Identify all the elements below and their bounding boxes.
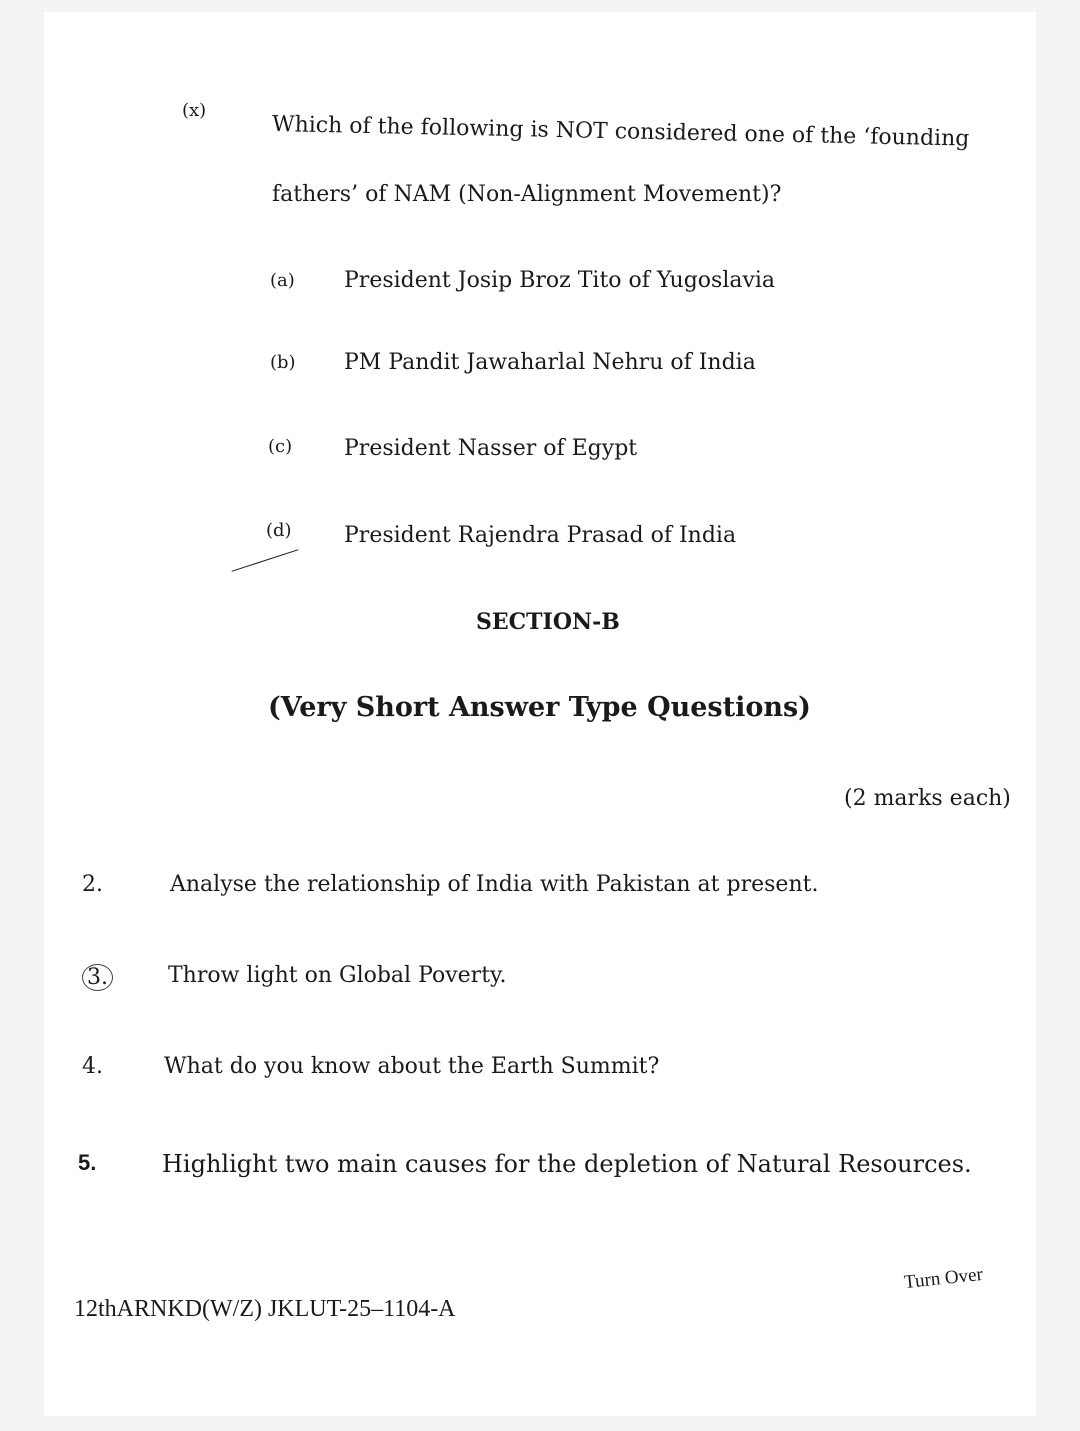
section-subtitle: (Very Short Answer Type Questions) (268, 692, 811, 723)
question-text: What do you know about the Earth Summit? (164, 1054, 660, 1079)
option-text: President Rajendra Prasad of India (344, 523, 737, 548)
option-text: President Nasser of Egypt (344, 436, 638, 461)
question-text: Throw light on Global Poverty. (168, 963, 507, 988)
question-number: 5. (78, 1150, 97, 1175)
option-label: (c) (268, 436, 293, 457)
option-label: (d) (266, 520, 292, 541)
paper-code: 12thARNKD(W/Z) JKLUT-25–1104-A (74, 1296, 456, 1322)
question-text: Which of the following is NOT considered one of the ‘founding (271, 112, 970, 152)
exam-page (44, 12, 1036, 1416)
marks-note: (2 marks each) (844, 786, 1011, 811)
question-text: fathers’ of NAM (Non-Alignment Movement)? (272, 182, 782, 207)
question-text: Highlight two main causes for the depletion of Natural Resources. (162, 1150, 972, 1178)
option-label: (a) (270, 270, 295, 291)
option-label: (b) (270, 352, 296, 373)
question-text: Analyse the relationship of India with Pakistan at present. (170, 872, 819, 897)
question-number: 4. (82, 1054, 103, 1079)
option-text: President Josip Broz Tito of Yugoslavia (344, 268, 776, 293)
pen-tick-mark (232, 549, 299, 572)
turn-over-note: Turn Over (903, 1263, 984, 1294)
option-text: PM Pandit Jawaharlal Nehru of India (344, 350, 756, 375)
question-number: 2. (82, 872, 103, 897)
section-title: SECTION-B (476, 609, 620, 635)
question-number: (x) (182, 100, 207, 121)
question-number: 3. (82, 964, 113, 991)
